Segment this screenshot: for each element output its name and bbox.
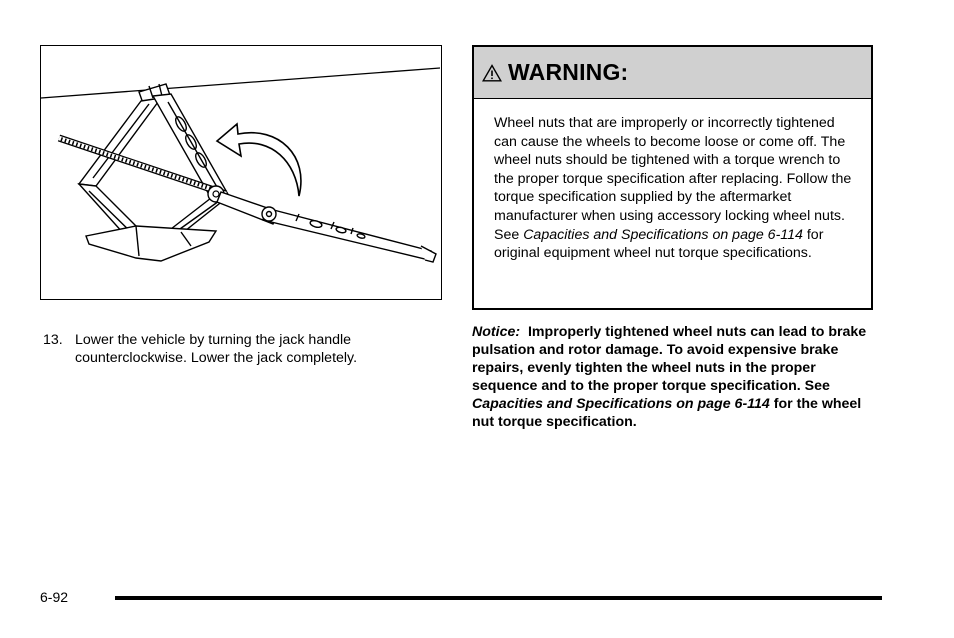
warning-body-part2: for original equipment wheel nut torque specifications. [494, 226, 824, 262]
notice-reference-1: Capacities and Specifications [472, 396, 673, 412]
notice-label: Notice: [472, 324, 521, 340]
step-number: 13. [43, 332, 63, 348]
notice-reference-2: on page 6-114 [672, 396, 770, 412]
notice-text-part2: for the wheel nut torque specification. [472, 396, 862, 430]
warning-header [474, 47, 871, 99]
warning-reference: Capacities and Specifications on page 6-114 [523, 226, 803, 243]
footer-rule [115, 596, 882, 600]
notice-text-part1: Improperly tightened wheel nuts can lead to brake pulsation and rotor damage. To avoid expensive brake repairs, evenly tighten the wheel nuts in the proper sequence and to the proper torque specification. See [472, 324, 871, 394]
warning-triangle-icon [482, 64, 502, 82]
warning-box [472, 45, 873, 310]
step-text: Lower the vehicle by turning the jack handle counterclockwise. Lower the jack completely. [75, 332, 358, 366]
page-number: 6-92 [40, 589, 69, 605]
warning-body-part1: Wheel nuts that are improperly or incorrectly tightened can cause the wheels to become loose or come off. The wheel nuts should be tightened with a torque wrench to the proper torque specification after replacing. Follow the torque specification supplied by the aftermarket manufacturer when using accessory locking wheel nuts. See [494, 115, 852, 243]
warning-text [474, 99, 871, 263]
warning-title: WARNING: [508, 59, 629, 85]
scissor-jack-illustration [41, 46, 440, 298]
jack-illustration-frame [40, 45, 442, 300]
step-13 [43, 331, 433, 367]
notice-paragraph [472, 323, 872, 431]
